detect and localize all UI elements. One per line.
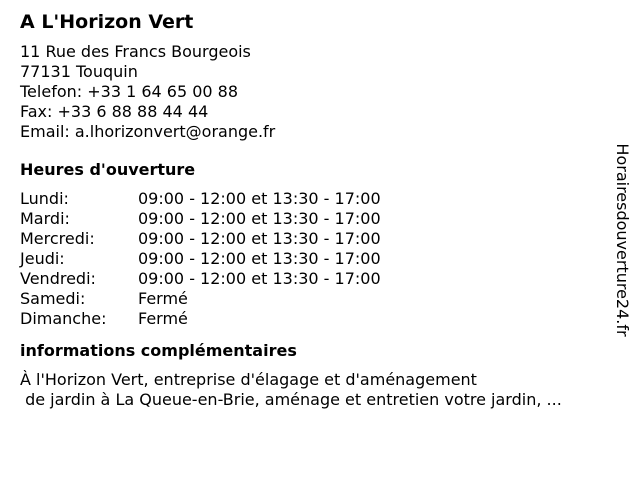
additional-info-heading: informations complémentaires [20, 341, 297, 360]
day-label: Jeudi: [20, 249, 65, 268]
business-name: A L'Horizon Vert [20, 11, 194, 33]
email-address: Email: a.lhorizonvert@orange.fr [20, 122, 276, 141]
hours-row-friday [20, 269, 381, 289]
address-street: 11 Rue des Francs Bourgeois [20, 42, 251, 61]
hours-value: 09:00 - 12:00 et 13:30 - 17:00 [138, 249, 381, 268]
opening-hours-heading: Heures d'ouverture [20, 160, 196, 179]
hours-value: Fermé [138, 309, 188, 328]
site-watermark: Horairesdouverture24.fr [613, 143, 632, 337]
business-card [20, 10, 610, 410]
day-label: Vendredi: [20, 269, 96, 288]
address-city: 77131 Touquin [20, 62, 138, 81]
hours-row-sunday [20, 309, 381, 329]
hours-row-thursday [20, 249, 381, 269]
day-label: Mercredi: [20, 229, 95, 248]
day-label: Mardi: [20, 209, 70, 228]
contact-block [20, 42, 610, 142]
hours-row-monday [20, 189, 381, 209]
day-label: Dimanche: [20, 309, 107, 328]
hours-row-wednesday [20, 229, 381, 249]
hours-value: Fermé [138, 289, 188, 308]
hours-row-saturday [20, 289, 381, 309]
day-label: Samedi: [20, 289, 86, 308]
opening-hours-table [20, 189, 381, 329]
hours-value: 09:00 - 12:00 et 13:30 - 17:00 [138, 269, 381, 288]
hours-value: 09:00 - 12:00 et 13:30 - 17:00 [138, 189, 381, 208]
hours-value: 09:00 - 12:00 et 13:30 - 17:00 [138, 229, 381, 248]
additional-info-line-2: de jardin à La Queue-en-Brie, aménage et entretien votre jardin, ... [20, 390, 562, 409]
day-label: Lundi: [20, 189, 69, 208]
hours-value: 09:00 - 12:00 et 13:30 - 17:00 [138, 209, 381, 228]
additional-info-line-1: À l'Horizon Vert, entreprise d'élagage et d'aménagement [20, 370, 477, 389]
hours-row-tuesday [20, 209, 381, 229]
phone-number: Telefon: +33 1 64 65 00 88 [20, 82, 239, 101]
fax-number: Fax: +33 6 88 88 44 44 [20, 102, 209, 121]
